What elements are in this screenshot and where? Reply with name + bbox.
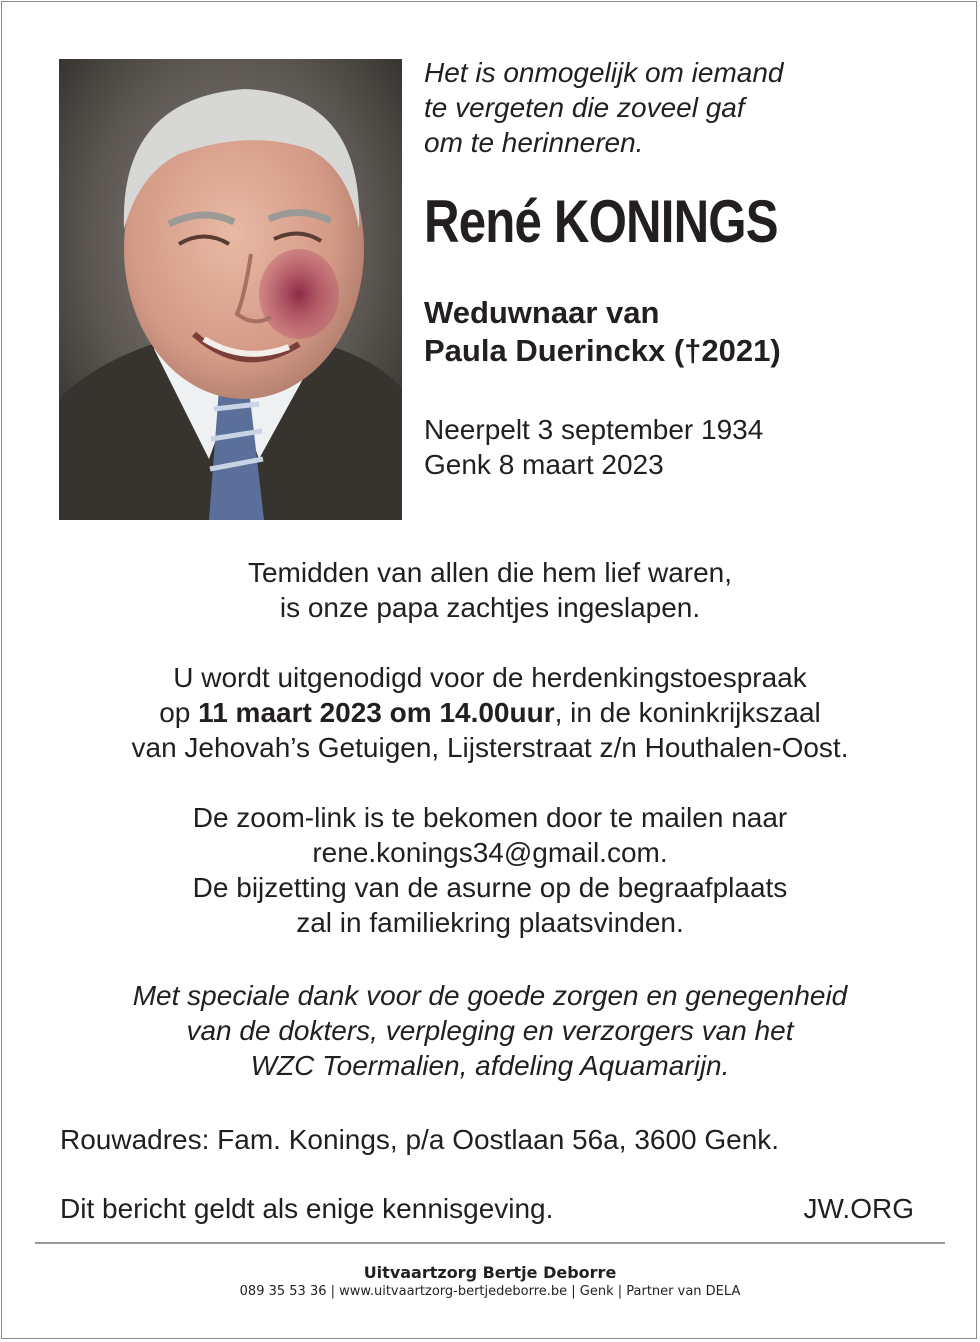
quote-line: Het is onmogelijk om iemand	[424, 57, 784, 88]
invite-line-2	[40, 695, 940, 730]
death-date: Genk 8 maart 2023	[424, 449, 664, 480]
zoom-line: zal in familiekring plaatsvinden.	[296, 907, 684, 938]
birth-date: Neerpelt 3 september 1934	[424, 414, 764, 445]
mourning-address: Rouwadres: Fam. Konings, p/a Oostlaan 56a, 3600 Genk.	[60, 1124, 780, 1155]
widow-line: Paula Duerinckx (†2021)	[424, 333, 781, 368]
email-address: rene.konings34@gmail.com.	[312, 837, 668, 868]
thanks-line: Met speciale dank voor de goede zorgen en genegenheid	[132, 980, 848, 1011]
intro-line: Temidden van allen die hem lief waren,	[247, 557, 733, 588]
portrait-photo	[59, 59, 402, 520]
invite-suffix: , in de koninkrijkszaal	[554, 697, 821, 728]
memorial-quote	[424, 55, 944, 160]
notice-text: Dit bericht geldt als enige kennisgeving.	[60, 1193, 554, 1224]
intro-line: is onze papa zachtjes ingeslapen.	[279, 592, 701, 623]
funeral-home-info: 089 35 53 36 | www.uitvaartzorg-bertjedeborre.be | Genk | Partner van DELA	[239, 1284, 741, 1299]
invitation-paragraph	[40, 660, 940, 765]
thanks-paragraph	[40, 978, 940, 1083]
deceased-name: René KONINGS	[424, 188, 778, 255]
widow-line: Weduwnaar van	[424, 295, 660, 330]
funeral-home-name: Uitvaartzorg Bertje Deborre	[363, 1263, 617, 1282]
quote-line: te vergeten die zoveel gaf	[424, 92, 745, 123]
invite-prefix: op	[159, 697, 199, 728]
invite-line-3: van Jehovah’s Getuigen, Lijsterstraat z/n Houthalen-Oost.	[131, 732, 849, 763]
zoom-paragraph	[40, 800, 940, 940]
divider	[35, 1242, 945, 1244]
jw-org-label: JW.ORG	[803, 1193, 914, 1224]
invite-line-1: U wordt uitgenodigd voor de herdenkingstoespraak	[173, 662, 807, 693]
thanks-line: van de dokters, verpleging en verzorgers van het	[186, 1015, 794, 1046]
quote-line: om te herinneren.	[424, 127, 644, 158]
zoom-line: De bijzetting van de asurne op de begraafplaats	[192, 872, 788, 903]
widower-of	[424, 294, 964, 370]
life-dates	[424, 412, 964, 482]
intro-paragraph	[40, 555, 940, 625]
thanks-line: WZC Toermalien, afdeling Aquamarijn.	[250, 1050, 730, 1081]
ceremony-datetime: 11 maart 2023 om 14.00uur	[198, 697, 555, 728]
zoom-line: De zoom-link is te bekomen door te mailen naar	[192, 802, 788, 833]
